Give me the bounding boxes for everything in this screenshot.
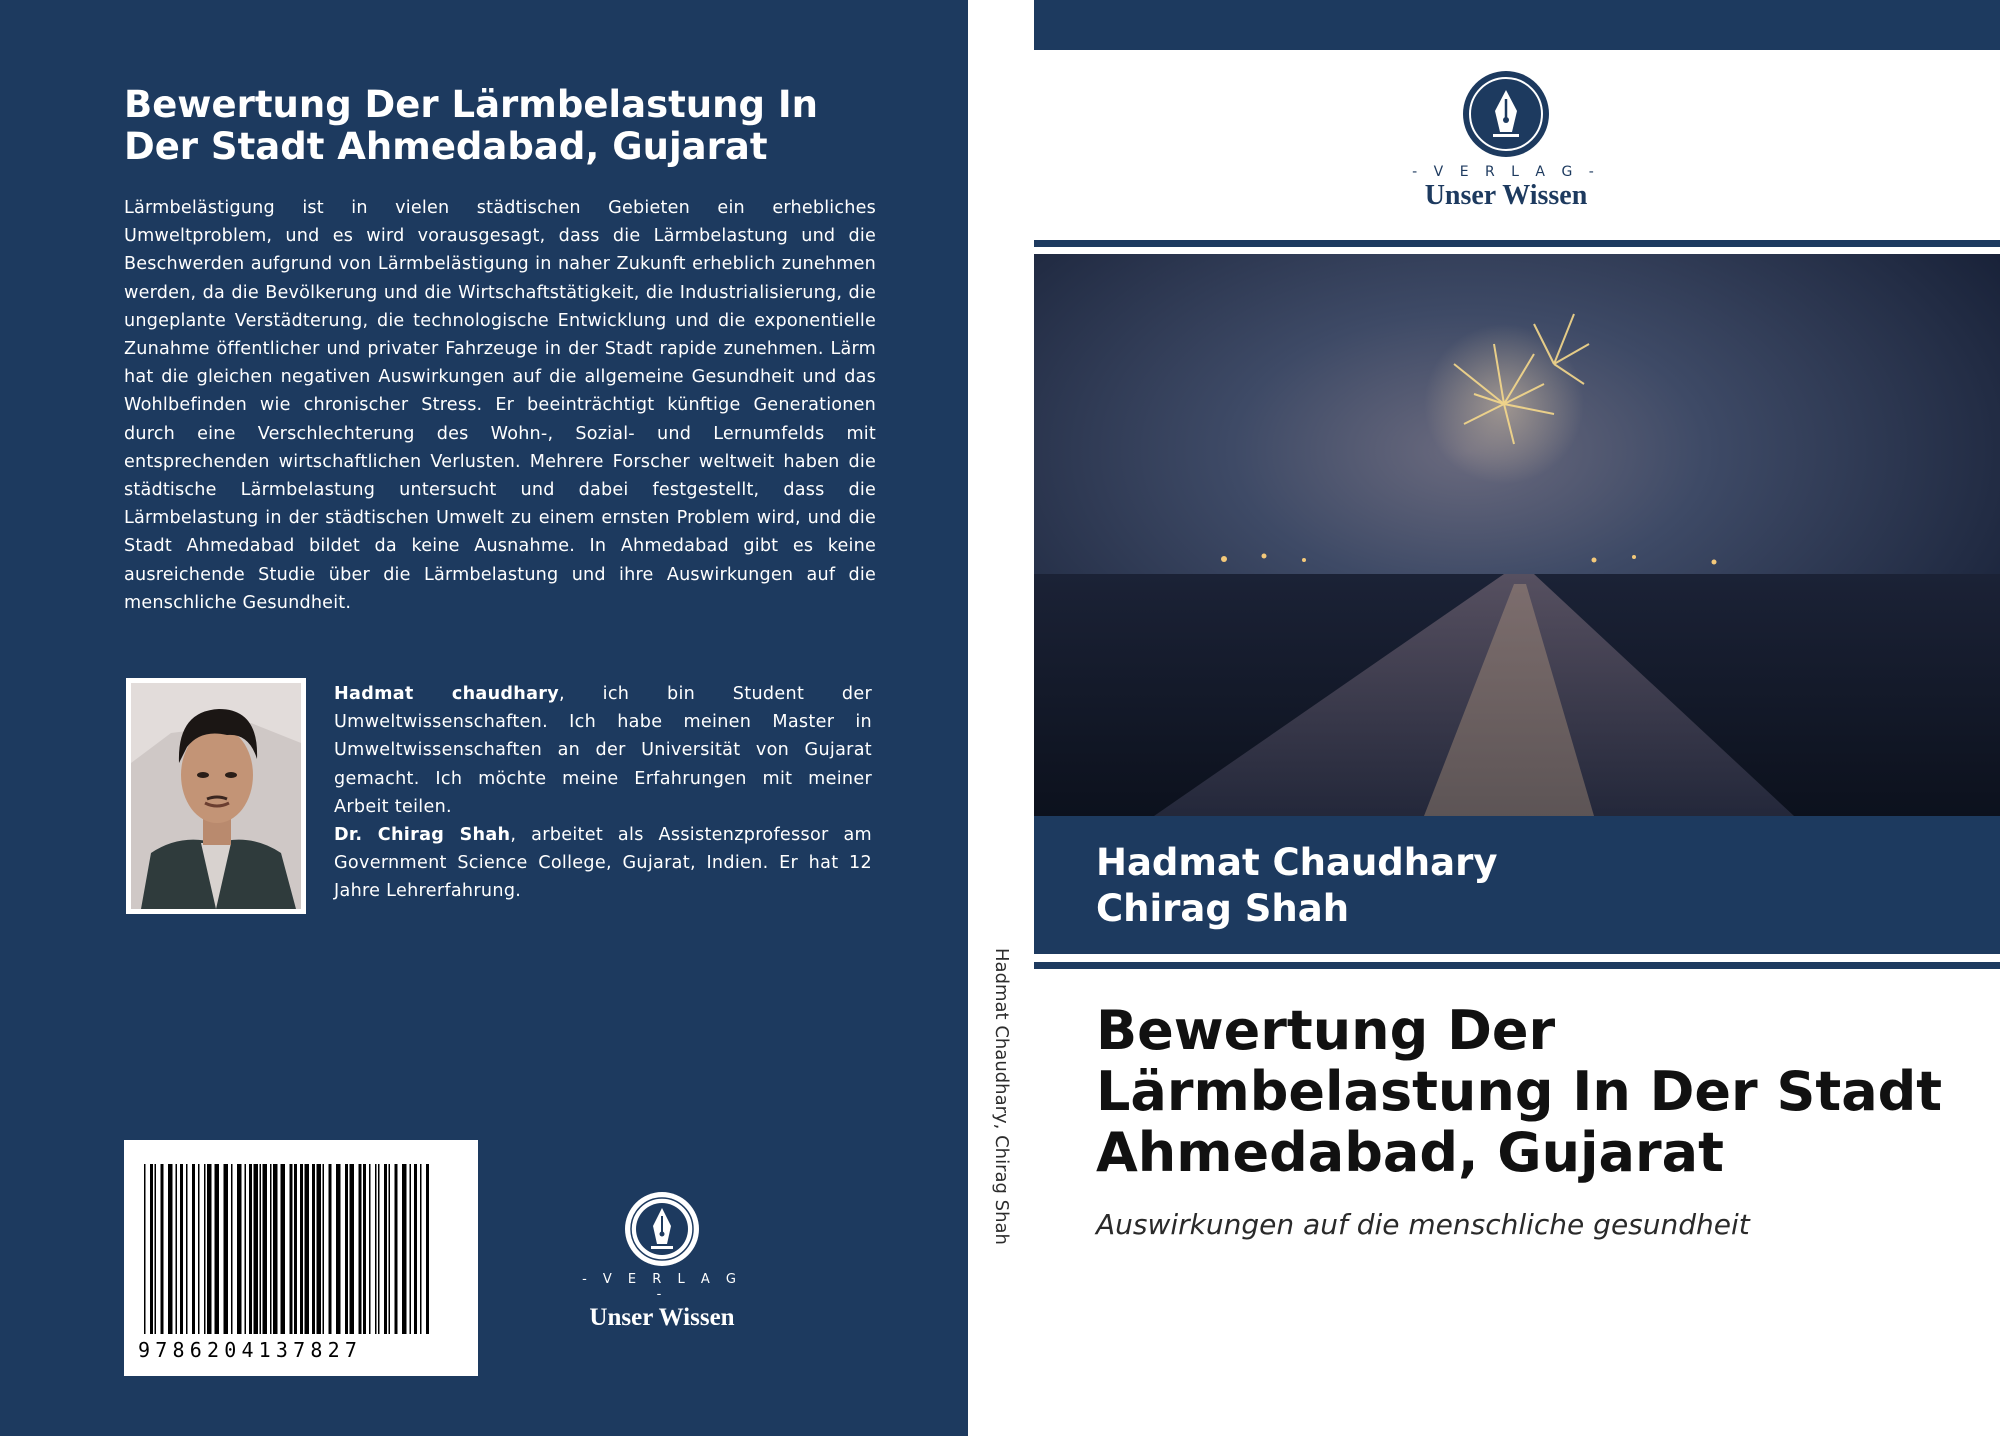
barcode-bar xyxy=(249,1164,252,1334)
back-logo-brand: Unser Wissen xyxy=(589,1304,735,1331)
fireworks-road-photo xyxy=(1034,254,2000,816)
barcode-bar xyxy=(168,1164,173,1334)
barcode-bar xyxy=(312,1164,315,1334)
barcode-bar xyxy=(395,1164,398,1334)
barcode-bar xyxy=(384,1164,387,1334)
author-bio-1 xyxy=(334,680,872,821)
front-logo-verlag: - V E R L A G - xyxy=(1412,164,1600,180)
barcode-bar xyxy=(192,1164,195,1334)
barcode-bar xyxy=(231,1164,233,1334)
front-author-1: Hadmat Chaudhary xyxy=(1096,841,1498,884)
back-cover-blurb: Lärmbelästigung ist in vielen städtischen Gebieten ein erhebliches Umweltproblem, und es wird vorausgesagt, dass die Lärmbelastung und die Beschwerden aufgrund von Lärmbelästigung in naher Zukunft erheblich zunehmen werden, da die Bevölkerung und die Wirtschaftstätigkeit, die Industrialisierung, die ungeplante Verstädterung, die technologische Entwicklung und die exponentielle Zunahme öffentlicher und privater Fahrzeuge in der Stadt rapide zunehmen. Lärm hat die gleichen negativen Auswirkungen auf die allgemeine Gesundheit und das Wohlbefinden wie chronischer Stress. Er beeinträchtigt künftige Generationen durch eine Verschlechterung des Wohn-, Sozial- und Lernumfelds mit entsprechenden wirtschaftlichen Verlusten. Mehrere Forscher weltweit haben die städtische Lärmbelastung untersucht und dabei festgestellt, dass die Lärmbelastung in der städtischen Umwelt zu einem ernsten Problem wird, und die Stadt Ahmedabad bildet da keine Ausnahme. In Ahmedabad gibt es keine ausreichende Studie über die Lärmbelastung und ihre Auswirkungen auf die menschliche Gesundheit. xyxy=(124,198,876,613)
front-divider-bottom xyxy=(1034,962,2000,969)
barcode-bar xyxy=(270,1164,272,1334)
barcode-bar xyxy=(155,1164,157,1334)
front-cover-title: Bewertung Der Lärmbelastung In Der Stadt Ahmedabad, Gujarat xyxy=(1096,999,1943,1184)
back-logo-verlag: - V E R L A G - xyxy=(582,1272,742,1302)
barcode-bar xyxy=(363,1164,366,1334)
front-cover-subtitle: Auswirkungen auf die menschliche gesundheit xyxy=(1096,1208,1750,1241)
back-cover-title: Bewertung Der Lärmbelastung In Der Stadt Ahmedabad, Gujarat xyxy=(124,83,818,168)
barcode-bar xyxy=(215,1164,220,1334)
isbn-barcode xyxy=(124,1140,478,1376)
barcode-bar xyxy=(389,1164,391,1334)
barcode-bar xyxy=(345,1164,348,1334)
isbn-digits: 9786204137827 xyxy=(138,1338,363,1362)
front-logo-brand: Unser Wissen xyxy=(1424,180,1588,211)
barcode-bar xyxy=(300,1164,303,1334)
author-bio-2 xyxy=(334,821,872,906)
barcode-bar xyxy=(290,1164,293,1334)
back-publisher-logo xyxy=(574,1190,750,1331)
barcode-bar xyxy=(410,1164,412,1334)
back-cover xyxy=(0,0,968,1436)
barcode-bar xyxy=(305,1164,310,1334)
author-bio-2-name: Dr. Chirag Shah xyxy=(334,825,511,846)
front-top-bar xyxy=(1034,0,2000,50)
barcode-bar xyxy=(186,1164,188,1334)
barcode-bar xyxy=(426,1164,429,1334)
barcode-bar xyxy=(254,1164,259,1334)
fountain-pen-nib-icon xyxy=(623,1190,701,1268)
barcode-bar xyxy=(176,1164,178,1334)
spine-authors: Hadmat Chaudhary, Chirag Shah xyxy=(991,948,1012,1245)
front-publisher-logo xyxy=(1400,70,1612,220)
barcode-bar xyxy=(359,1164,362,1334)
barcode-bar xyxy=(144,1164,146,1334)
barcode-bar xyxy=(317,1164,322,1334)
barcode-bar xyxy=(329,1164,332,1334)
fountain-pen-nib-icon xyxy=(1462,70,1550,158)
barcode-bar xyxy=(281,1164,286,1334)
barcode-bar xyxy=(237,1164,242,1334)
barcode-bar xyxy=(245,1164,247,1334)
author-bio-1-name: Hadmat chaudhary xyxy=(334,684,560,704)
barcode-bar xyxy=(414,1164,417,1334)
front-author-2: Chirag Shah xyxy=(1096,887,1350,930)
barcode-bar xyxy=(198,1164,200,1334)
barcode-bar xyxy=(180,1164,183,1334)
barcode-bar xyxy=(294,1164,297,1334)
barcode-bar xyxy=(161,1164,164,1334)
barcode-bar xyxy=(420,1164,422,1334)
front-divider-top xyxy=(1034,240,2000,247)
barcode-bar xyxy=(378,1164,380,1334)
barcode-bar xyxy=(369,1164,371,1334)
barcode-bar xyxy=(350,1164,355,1334)
barcode-bar xyxy=(273,1164,278,1334)
barcode-bar xyxy=(150,1164,153,1334)
barcode-bar xyxy=(260,1164,262,1334)
barcode-bar xyxy=(204,1164,206,1334)
author-bio-1-text: , ich bin Student der Umweltwissenschaften. Ich habe meinen Master in Umweltwissenschaften an der Universität von Gujarat gemacht. Ich möchte meine Erfahrungen mit meiner Arbeit teilen. xyxy=(334,684,872,817)
barcode-bar xyxy=(402,1164,407,1334)
front-authors xyxy=(1096,840,1497,932)
barcode-bar xyxy=(336,1164,341,1334)
barcode-bar xyxy=(323,1164,325,1334)
barcode-bar xyxy=(207,1164,212,1334)
barcode-bars xyxy=(140,1164,462,1336)
author-portrait-illustration xyxy=(131,683,301,909)
barcode-bar xyxy=(375,1164,377,1334)
author-photo xyxy=(126,678,306,914)
barcode-bar xyxy=(263,1164,268,1334)
barcode-bar xyxy=(224,1164,229,1334)
author-biography xyxy=(334,680,872,906)
author-bio-2-text: , arbeitet als Assistenzprofessor am Government Science College, Gujarat, Indien. Er hat 12 Jahre Lehrerfahrung. xyxy=(334,825,872,902)
